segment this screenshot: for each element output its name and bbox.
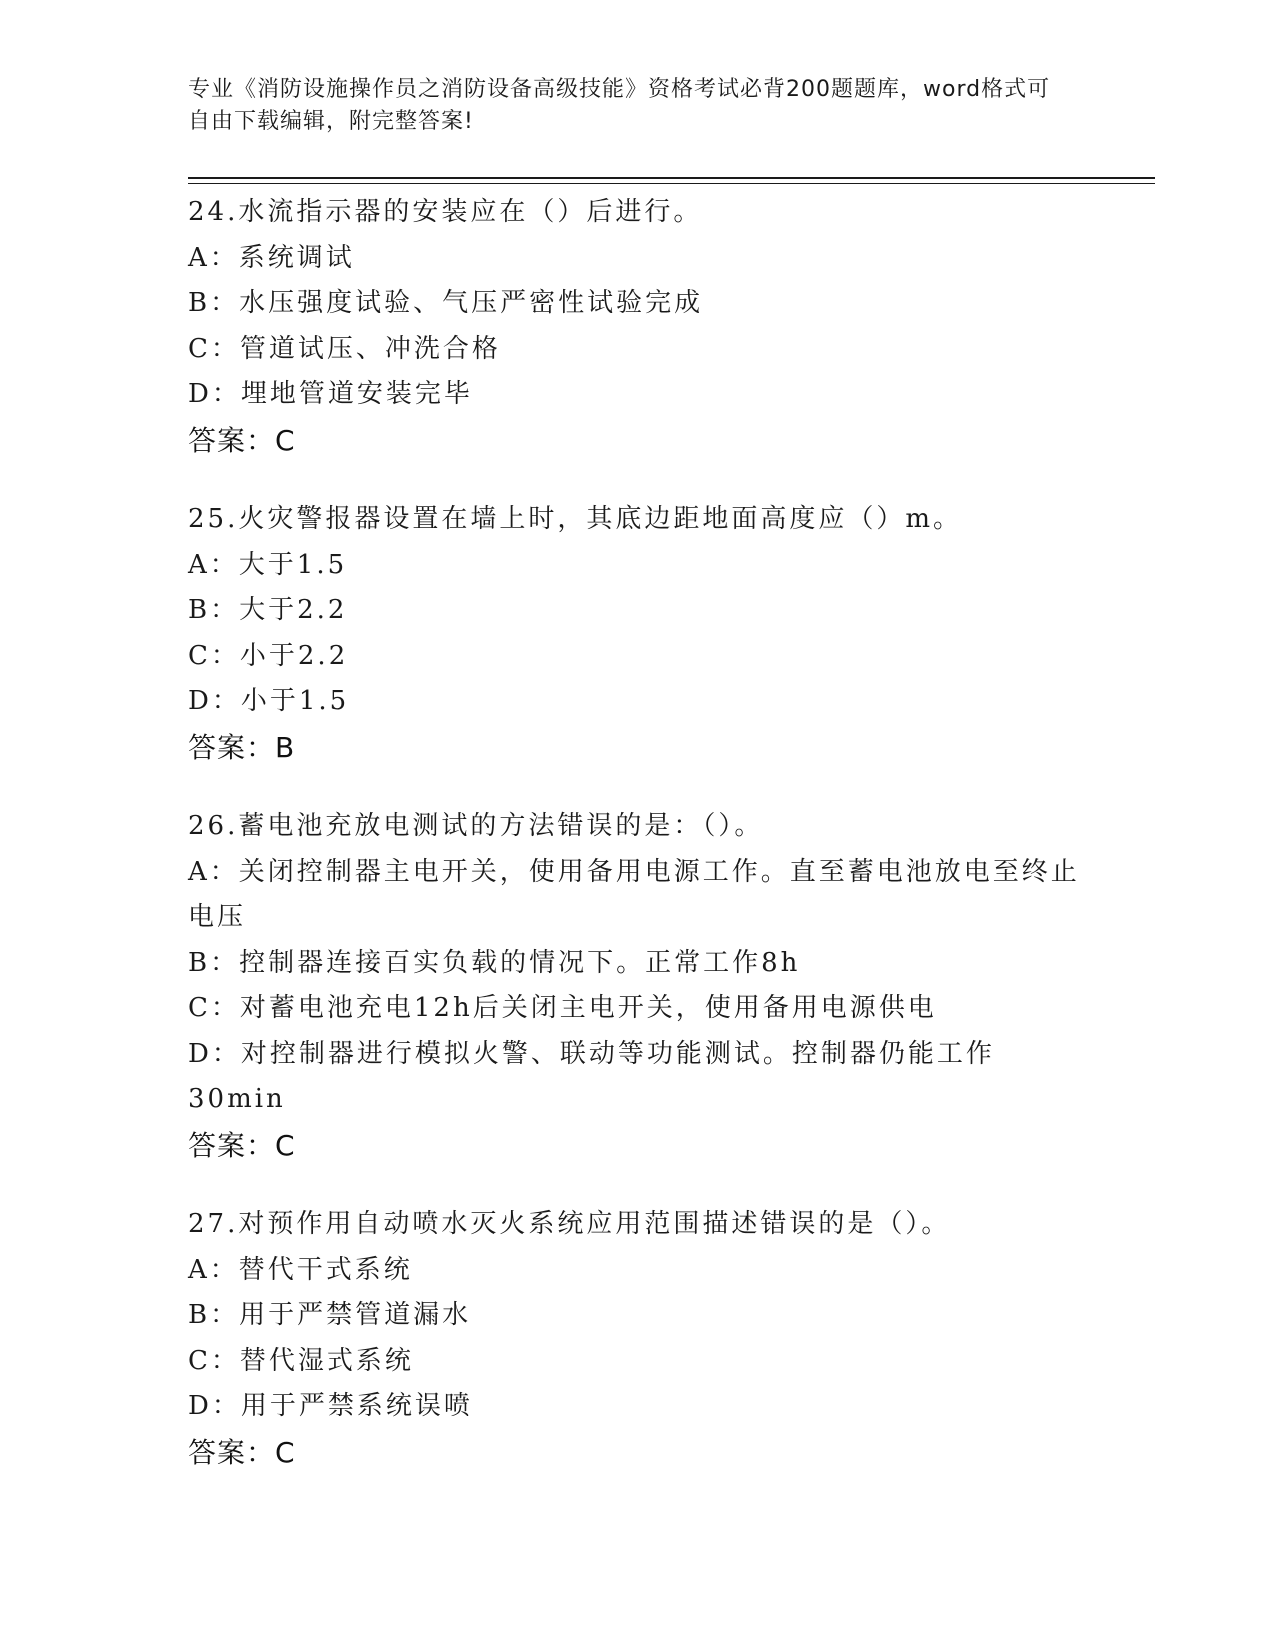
option-a: A：关闭控制器主电开关，使用备用电源工作。直至蓄电池放电至终止电压 [188, 856, 1080, 932]
option-d: D：用于严禁系统误喷 [188, 1391, 473, 1421]
question-26 [188, 804, 1088, 1168]
option-d: D：对控制器进行模拟火警、联动等功能测试。控制器仍能工作30min [188, 1038, 995, 1114]
answer: 答案：C [188, 1435, 296, 1469]
option-a: A：系统调试 [188, 242, 355, 273]
option-a: A：替代干式系统 [188, 1254, 413, 1285]
answer: 答案：C [188, 1128, 296, 1162]
question-stem: 26.蓄电池充放电测试的方法错误的是：（）。 [188, 811, 764, 841]
option-c: C：替代湿式系统 [188, 1345, 414, 1376]
option-b: B：大于2.2 [188, 595, 348, 625]
option-c: C：小于2.2 [188, 640, 349, 671]
answer: 答案：C [188, 423, 296, 457]
question-27 [188, 1202, 1088, 1475]
question-stem: 27.对预作用自动喷水灭火系统应用范围描述错误的是（）。 [188, 1209, 951, 1239]
question-stem: 24.水流指示器的安装应在（）后进行。 [188, 197, 703, 227]
question-25 [188, 497, 1088, 770]
option-c: C：管道试压、冲洗合格 [188, 333, 501, 364]
option-b: B：用于严禁管道漏水 [188, 1300, 472, 1330]
header-divider-thick [188, 177, 1155, 179]
question-stem: 25.火灾警报器设置在墙上时，其底边距地面高度应（）m。 [188, 504, 963, 534]
option-d: D：埋地管道安装完毕 [188, 379, 473, 409]
question-24 [188, 190, 1088, 463]
question-list [188, 190, 1088, 1509]
answer: 答案：B [188, 730, 296, 764]
option-b: B：水压强度试验、气压严密性试验完成 [188, 288, 704, 318]
document-header: 专业《消防设施操作员之消防设备高级技能》资格考试必背200题题库，word格式可自由下载编辑，附完整答案! [188, 77, 1051, 134]
option-a: A：大于1.5 [188, 549, 348, 580]
option-d: D：小于1.5 [188, 686, 350, 716]
option-c: C：对蓄电池充电12h后关闭主电开关，使用备用电源供电 [188, 993, 937, 1023]
option-b: B：控制器连接百实负载的情况下。正常工作8h [188, 947, 801, 978]
header-divider-thin [188, 183, 1155, 184]
